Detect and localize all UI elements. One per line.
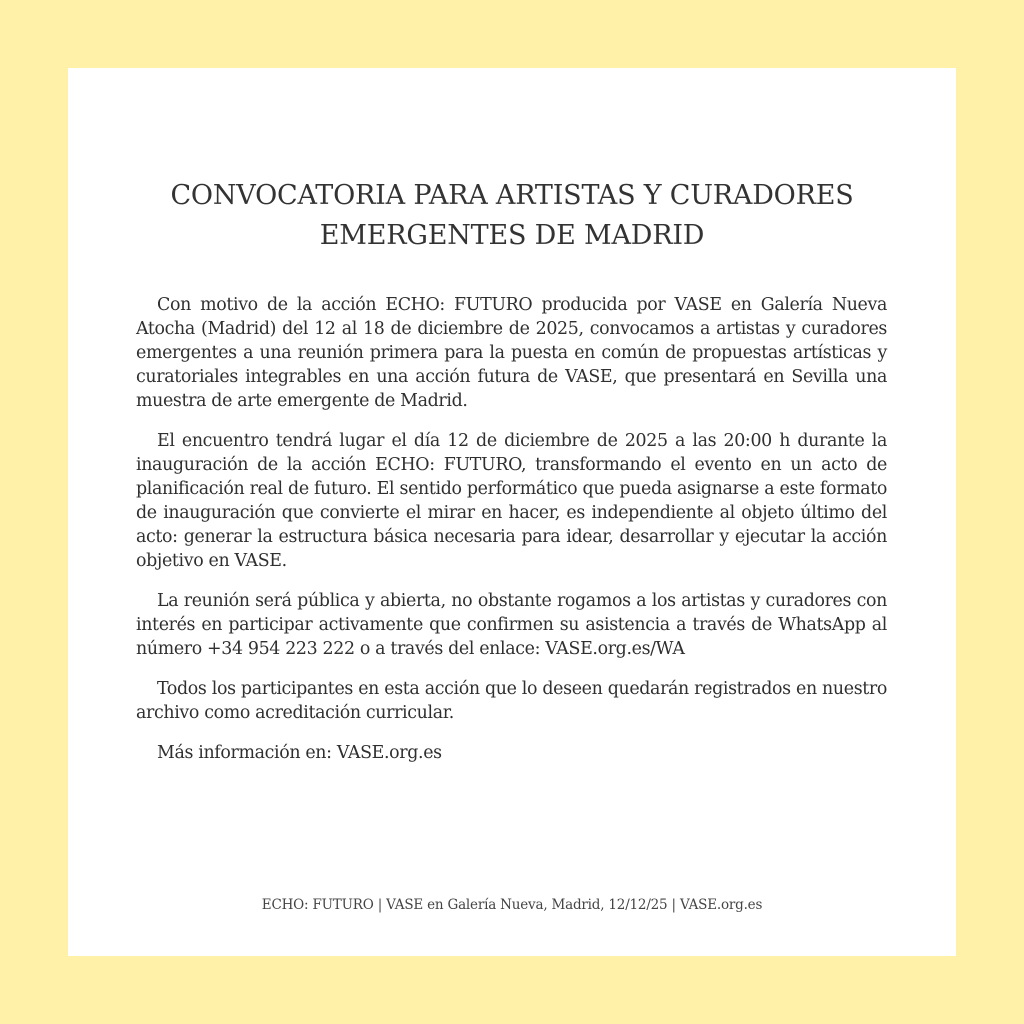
title-line-1: CONVOCATORIA PARA ARTISTAS Y CURADORES bbox=[170, 180, 854, 211]
footer: ECHO: FUTURO | VASE en Galería Nueva, Madrid, 12/12/25 | VASE.org.es bbox=[261, 897, 763, 913]
paragraph-more-info: Más información en: VASE.org.es bbox=[157, 743, 442, 763]
paragraph-meeting: El encuentro tendrá lugar el día 12 de diciembre de 2025 a las 20:00 h durante la inauguración de la acción ECHO: FUTURO, transformando el evento en un acto de planificación real de futuro. El sentido performático que pueda asignarse a este formato de inauguración que convierte el mirar en hacer, es independiente al objeto último del acto: generar la estructura básica necesaria para idear, desarrollar y ejecutar la acción objetivo en VASE. bbox=[136, 431, 887, 571]
body-text bbox=[136, 293, 887, 781]
paragraph-intro: Con motivo de la acción ECHO: FUTURO producida por VASE en Galería Nueva Atocha (Madrid) del 12 al 18 de diciembre de 2025, convocamos a artistas y curadores emergentes a una reunión primera para la puesta en común de propuestas artísticas y curatoriales integrables en una acción futura de VASE, que presentará en Sevilla una muestra de arte emergente de Madrid. bbox=[136, 295, 887, 411]
paragraph-registry: Todos los participantes en esta acción que lo deseen quedarán registrados en nuestro archivo como acreditación curricular. bbox=[136, 679, 887, 723]
page-title bbox=[68, 176, 956, 256]
title-line-2: EMERGENTES DE MADRID bbox=[319, 220, 705, 251]
paragraph-rsvp: La reunión será pública y abierta, no obstante rogamos a los artistas y curadores con interés en participar activamente que confirmen su asistencia a través de WhatsApp al número +34 954 223 222 o a través del enlace: VASE.org.es/WA bbox=[136, 591, 887, 659]
